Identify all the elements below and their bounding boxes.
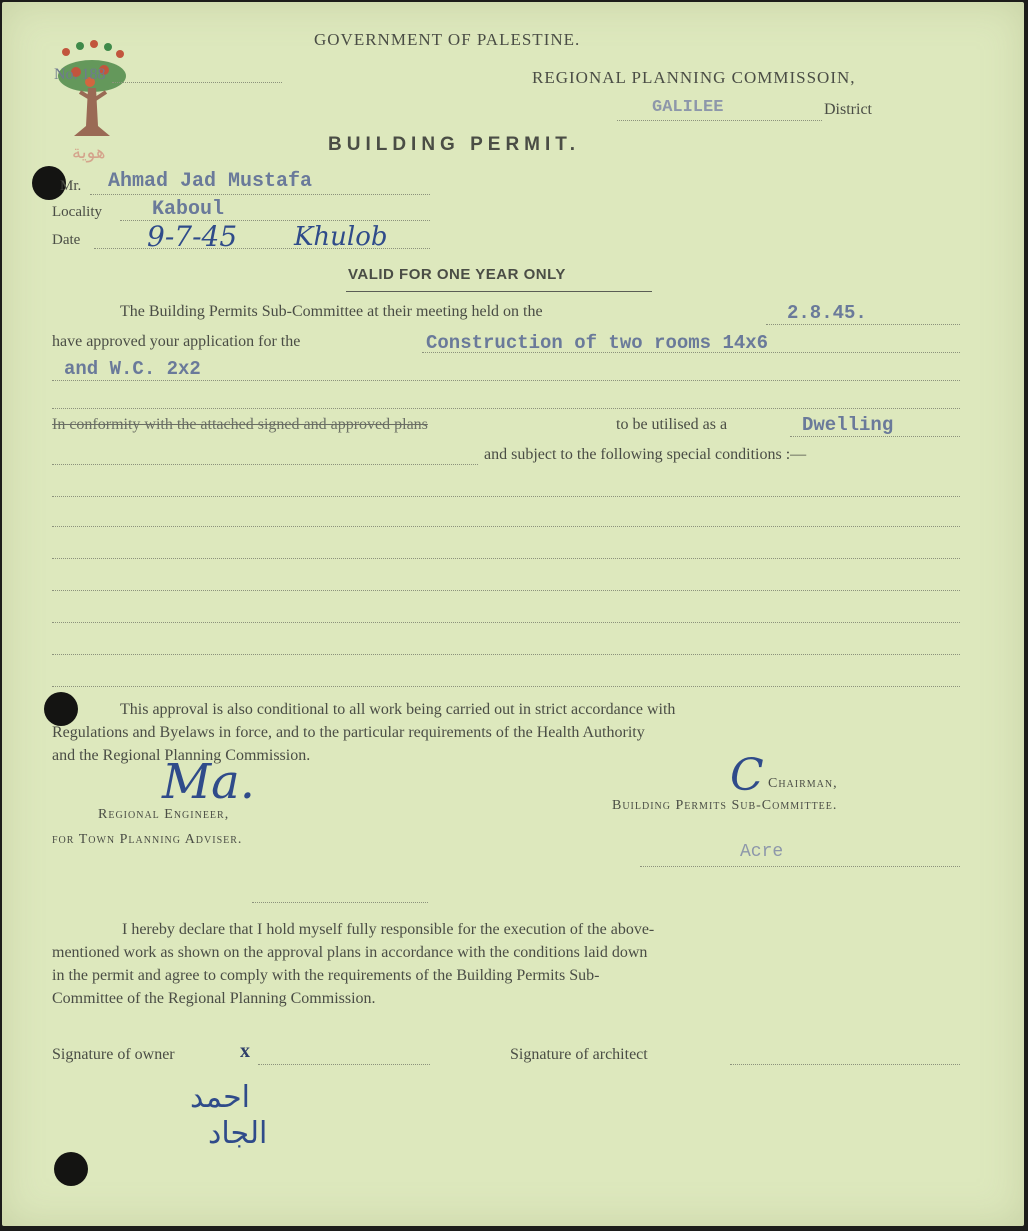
condition-line-2 (52, 526, 960, 527)
declaration-line-4: Committee of the Regional Planning Commission. (52, 990, 376, 1007)
permit-number-line (112, 82, 282, 83)
declaration-line-1: I hereby declare that I hold myself fully responsible for the execution of the above- (122, 921, 655, 938)
owner-signature-line (258, 1064, 430, 1065)
approved-text: have approved your application for the (52, 333, 301, 350)
approval-line-2: Regulations and Byelaws in force, and to the particular requirements of the Health Authority (52, 724, 645, 741)
condition-line-5 (52, 622, 960, 623)
engineer-for: for Town Planning Adviser. (52, 832, 243, 847)
condition-line-6 (52, 654, 960, 655)
arabic-signature-line-2: الجاد (208, 1116, 268, 1151)
conditions-lead-line (52, 464, 478, 465)
condition-line-3 (52, 558, 960, 559)
utilised-value: Dwelling (802, 414, 894, 436)
architect-signature-label: Signature of architect (510, 1046, 648, 1063)
architect-signature-line (730, 1064, 960, 1065)
owner-signature-label: Signature of owner (52, 1046, 175, 1063)
date-label: Date (52, 232, 81, 248)
place-value: Acre (740, 842, 784, 862)
tree-logo (52, 38, 132, 168)
purpose-line-2-value: and W.C. 2x2 (64, 358, 201, 380)
mr-label: Mr. (60, 178, 82, 194)
validity-underline (346, 291, 652, 292)
condition-line-7 (52, 686, 960, 687)
applicant-name: Ahmad Jad Mustafa (108, 170, 313, 193)
engineer-signature: Ma. (162, 754, 256, 810)
declaration-line-2: mentioned work as shown on the approval plans in accordance with the conditions laid down (52, 944, 648, 961)
punch-hole-bottom (54, 1152, 88, 1186)
permit-number: No. 188 (54, 66, 106, 83)
permit-document (2, 2, 1024, 1226)
subject-text: and subject to the following special conditions :— (484, 446, 807, 463)
blank-line-1 (52, 408, 960, 409)
punch-hole-middle (44, 692, 78, 726)
meeting-date-line (766, 324, 960, 325)
meeting-text: The Building Permits Sub-Committee at their meeting held on the (120, 303, 543, 320)
conformity-text: In conformity with the attached signed and approved plans (52, 416, 428, 433)
government-title: GOVERNMENT OF PALESTINE. (314, 30, 581, 49)
chairman-signature: C (730, 750, 764, 801)
document-title: BUILDING PERMIT. (328, 134, 581, 155)
date-note: Khulob (294, 222, 388, 252)
purpose-line-2 (52, 380, 960, 381)
condition-line-1 (52, 496, 960, 497)
purpose-line-1-value: Construction of two rooms 14x6 (426, 332, 769, 354)
date-value: 9-7-45 (147, 220, 238, 253)
engineer-date-line (252, 902, 428, 903)
engineer-role: Regional Engineer, (98, 807, 230, 822)
chairman-committee: Building Permits Sub-Committee. (612, 798, 838, 813)
utilised-text: to be utilised as a (616, 416, 728, 433)
condition-line-4 (52, 590, 960, 591)
declaration-line-3: in the permit and agree to comply with the requirements of the Building Permits Sub- (52, 967, 600, 984)
arabic-signature-line-1: احمد (190, 1080, 250, 1115)
meeting-date: 2.8.45. (787, 302, 867, 324)
owner-mark: x (240, 1040, 250, 1062)
locality-value: Kaboul (152, 198, 225, 221)
validity-notice: VALID FOR ONE YEAR ONLY (348, 266, 566, 283)
chairman-role: Chairman, (768, 776, 838, 791)
district-value: GALILEE (652, 98, 724, 117)
commission-title: REGIONAL PLANNING COMMISSOIN, (532, 68, 856, 87)
approval-line-3: and the Regional Planning Commission. (52, 747, 311, 764)
approval-line-1: This approval is also conditional to all work being carried out in strict accordance with (120, 701, 676, 718)
name-line (90, 194, 430, 195)
place-line (640, 866, 960, 867)
district-line (617, 120, 822, 121)
utilised-line (790, 436, 960, 437)
district-label: District (824, 101, 872, 118)
logo-caption: هوية (72, 142, 106, 163)
locality-label: Locality (52, 204, 102, 220)
